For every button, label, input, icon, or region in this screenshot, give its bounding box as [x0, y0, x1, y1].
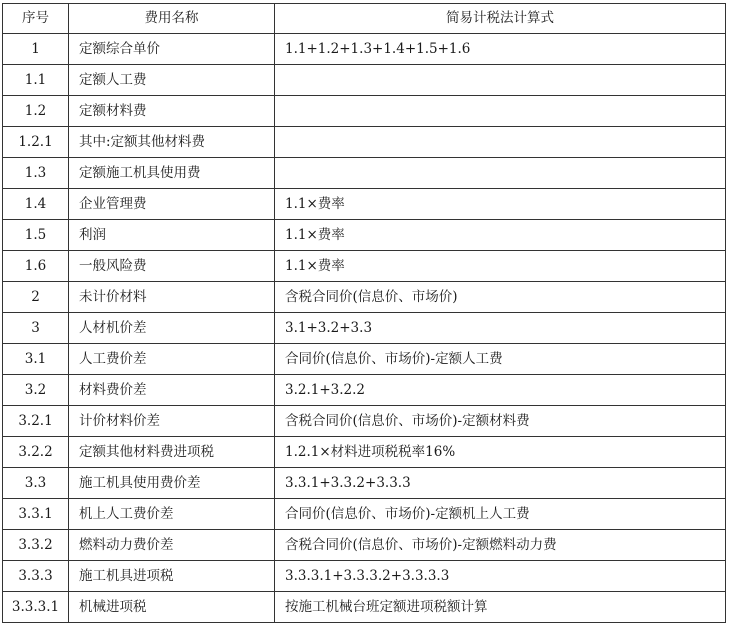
table-row: [3, 65, 726, 96]
fee-name-cell: 机上人工费价差: [69, 499, 275, 530]
fee-name-cell: 定额综合单价: [69, 34, 275, 65]
formula-cell: 1.1×费率: [275, 189, 726, 220]
formula-cell: [275, 127, 726, 158]
table-row: [3, 251, 726, 282]
fee-name-cell: 人工费价差: [69, 344, 275, 375]
formula-cell: 按施工机械台班定额进项税额计算: [275, 592, 726, 623]
formula-cell: 合同价(信息价、市场价)-定额机上人工费: [275, 499, 726, 530]
row-number-cell: 3.1: [3, 344, 69, 375]
table-row: [3, 437, 726, 468]
fee-name-cell: 人材机价差: [69, 313, 275, 344]
row-number-cell: 3.3.3: [3, 561, 69, 592]
row-number-cell: 1.2.1: [3, 127, 69, 158]
fee-name-cell: 燃料动力费价差: [69, 530, 275, 561]
table-body: [3, 34, 726, 623]
fee-name-cell: 定额材料费: [69, 96, 275, 127]
table-row: [3, 530, 726, 561]
header-fee-name: 费用名称: [69, 4, 275, 34]
fee-name-cell: 一般风险费: [69, 251, 275, 282]
table-row: [3, 592, 726, 623]
fee-name-cell: 企业管理费: [69, 189, 275, 220]
formula-cell: 3.3.1+3.3.2+3.3.3: [275, 468, 726, 499]
formula-cell: [275, 96, 726, 127]
formula-cell: 含税合同价(信息价、市场价): [275, 282, 726, 313]
fee-name-cell: 施工机具进项税: [69, 561, 275, 592]
fee-name-cell: 其中:定额其他材料费: [69, 127, 275, 158]
table-row: [3, 220, 726, 251]
formula-cell: 1.1×费率: [275, 220, 726, 251]
table-row: [3, 158, 726, 189]
row-number-cell: 1.4: [3, 189, 69, 220]
table-header: [3, 4, 726, 34]
row-number-cell: 3.3.3.1: [3, 592, 69, 623]
formula-cell: 合同价(信息价、市场价)-定额人工费: [275, 344, 726, 375]
fee-name-cell: 计价材料价差: [69, 406, 275, 437]
table-row: [3, 34, 726, 65]
formula-cell: [275, 158, 726, 189]
header-no: 序号: [3, 4, 69, 34]
row-number-cell: 3.2: [3, 375, 69, 406]
fee-name-cell: 材料费价差: [69, 375, 275, 406]
row-number-cell: 3.3.1: [3, 499, 69, 530]
table-row: [3, 406, 726, 437]
table-row: [3, 499, 726, 530]
fee-name-cell: 定额其他材料费进项税: [69, 437, 275, 468]
formula-cell: 3.3.3.1+3.3.3.2+3.3.3.3: [275, 561, 726, 592]
table-row: [3, 468, 726, 499]
header-formula: 简易计税法计算式: [275, 4, 726, 34]
row-number-cell: 3.3: [3, 468, 69, 499]
formula-cell: 1.1+1.2+1.3+1.4+1.5+1.6: [275, 34, 726, 65]
formula-cell: 1.1×费率: [275, 251, 726, 282]
row-number-cell: 1.6: [3, 251, 69, 282]
formula-cell: 3.1+3.2+3.3: [275, 313, 726, 344]
fee-name-cell: 机械进项税: [69, 592, 275, 623]
table-row: [3, 127, 726, 158]
header-row: [3, 4, 726, 34]
row-number-cell: 3.3.2: [3, 530, 69, 561]
formula-cell: [275, 65, 726, 96]
table-row: [3, 282, 726, 313]
row-number-cell: 3: [3, 313, 69, 344]
table-row: [3, 561, 726, 592]
formula-cell: 1.2.1×材料进项税税率16%: [275, 437, 726, 468]
row-number-cell: 1.2: [3, 96, 69, 127]
fee-name-cell: 利润: [69, 220, 275, 251]
row-number-cell: 2: [3, 282, 69, 313]
fee-name-cell: 定额施工机具使用费: [69, 158, 275, 189]
row-number-cell: 1.3: [3, 158, 69, 189]
row-number-cell: 1.5: [3, 220, 69, 251]
table-row: [3, 313, 726, 344]
formula-cell: 含税合同价(信息价、市场价)-定额燃料动力费: [275, 530, 726, 561]
row-number-cell: 3.2.2: [3, 437, 69, 468]
fee-calculation-table: [2, 3, 726, 623]
fee-name-cell: 施工机具使用费价差: [69, 468, 275, 499]
table-row: [3, 344, 726, 375]
formula-cell: 含税合同价(信息价、市场价)-定额材料费: [275, 406, 726, 437]
formula-cell: 3.2.1+3.2.2: [275, 375, 726, 406]
table-row: [3, 375, 726, 406]
row-number-cell: 1.1: [3, 65, 69, 96]
row-number-cell: 3.2.1: [3, 406, 69, 437]
fee-name-cell: 未计价材料: [69, 282, 275, 313]
table-row: [3, 96, 726, 127]
row-number-cell: 1: [3, 34, 69, 65]
table-row: [3, 189, 726, 220]
fee-name-cell: 定额人工费: [69, 65, 275, 96]
